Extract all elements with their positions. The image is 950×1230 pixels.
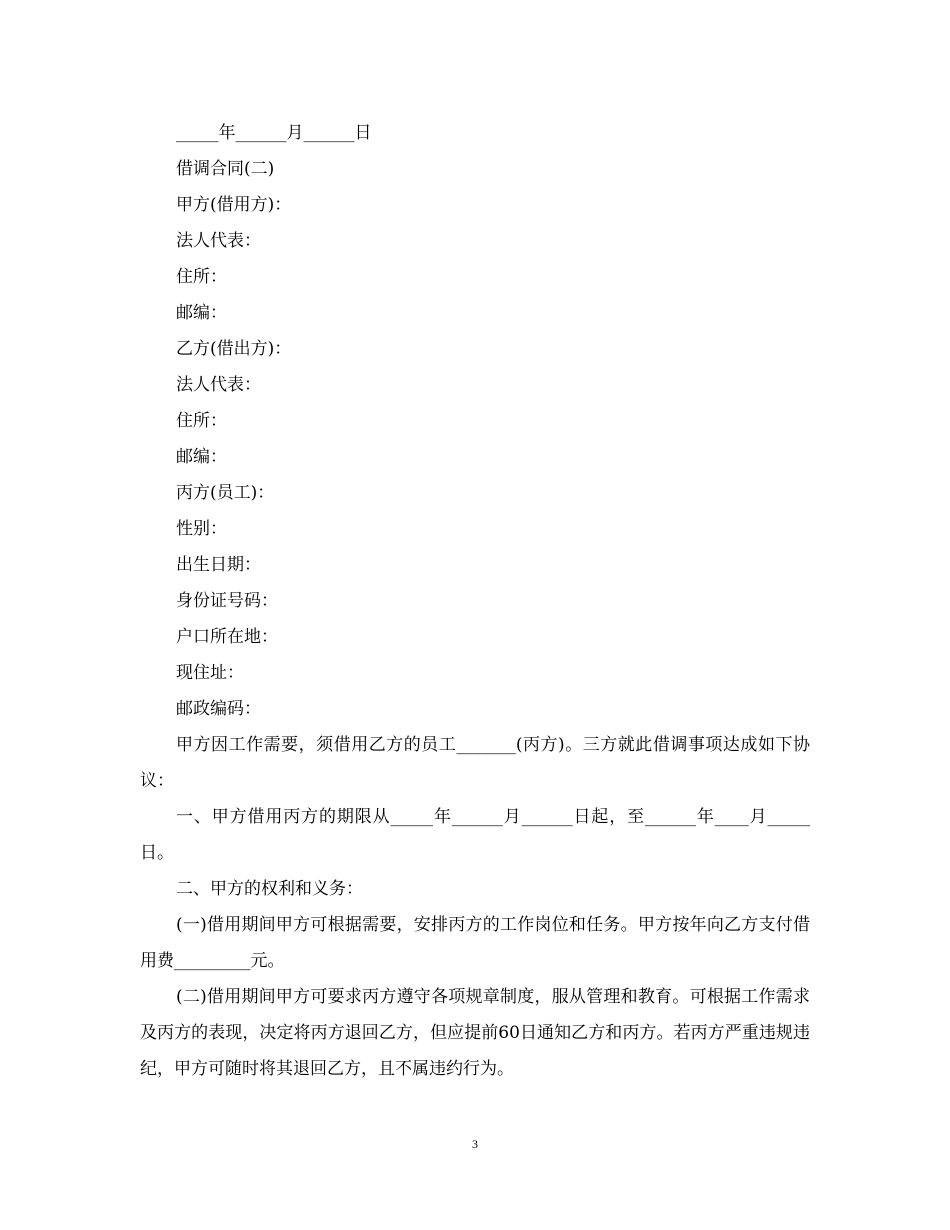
party-c-birth-date: 出生日期：: [176, 555, 261, 575]
party-c-current-address: 现住址：: [176, 663, 244, 683]
date-line: _____年______月______日: [176, 123, 372, 143]
contract-title: 借调合同(二): [176, 159, 275, 179]
party-c-id-number: 身份证号码：: [176, 591, 278, 611]
party-c-postal-code: 邮政编码：: [176, 699, 261, 719]
party-a-label: 甲方(借用方)：: [176, 195, 292, 215]
party-c-label: 丙方(员工)：: [176, 483, 275, 503]
party-c-gender: 性别：: [176, 519, 227, 539]
party-b-legal-rep: 法人代表：: [176, 375, 261, 395]
party-a-legal-rep: 法人代表：: [176, 231, 261, 251]
party-a-postcode: 邮编：: [176, 303, 227, 323]
party-b-address: 住所：: [176, 411, 227, 431]
party-c-household: 户口所在地：: [176, 627, 278, 647]
page-number: 3: [472, 1137, 478, 1151]
clause-2-heading: 二、甲方的权利和义务：: [176, 879, 363, 899]
party-b-label: 乙方(借出方)：: [176, 339, 292, 359]
party-a-address: 住所：: [176, 267, 227, 287]
clause-1: 一、甲方借用丙方的期限从_____年______月______日起，至______年____月_____日。: [140, 807, 810, 863]
document-body: [140, 115, 810, 1087]
clause-2-2: (二)借用期间甲方可要求丙方遵守各项规章制度，服从管理和教育。可根据工作需求及丙方的表现，决定将丙方退回乙方，但应提前60日通知乙方和丙方。若丙方严重违规违纪，甲方可随时将其退回乙方，且不属违约行为。: [140, 987, 810, 1079]
clause-2-1: (一)借用期间甲方可根据需要，安排丙方的工作岗位和任务。甲方按年向乙方支付借用费_________元。: [140, 915, 810, 971]
party-b-postcode: 邮编：: [176, 447, 227, 467]
intro-paragraph: 甲方因工作需要，须借用乙方的员工_______(丙方)。三方就此借调事项达成如下协议：: [140, 735, 810, 791]
